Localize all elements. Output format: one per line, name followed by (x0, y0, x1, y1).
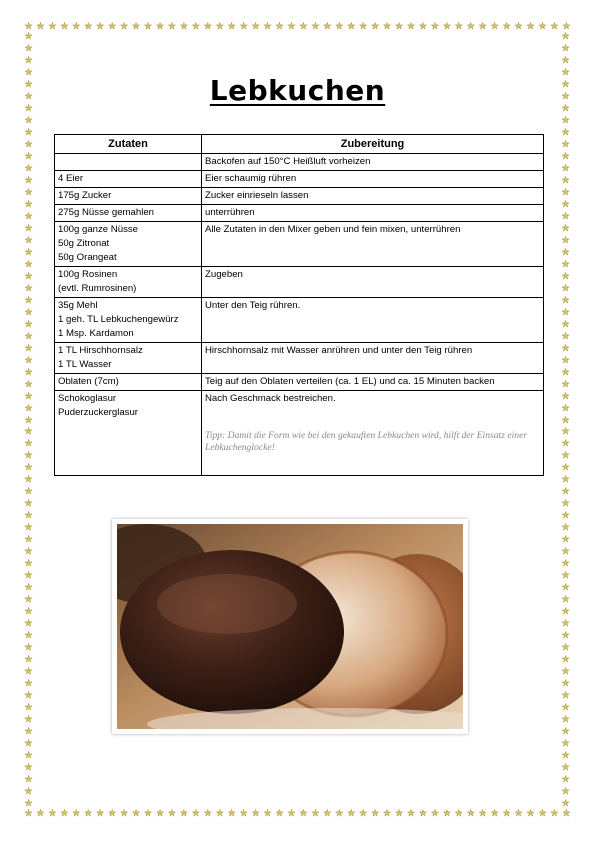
star-icon: ★ (179, 21, 188, 31)
table-row (55, 188, 544, 205)
star-icon: ★ (48, 21, 57, 31)
star-icon: ★ (24, 210, 33, 221)
column-header-ingredients: Zutaten (55, 135, 202, 154)
star-icon: ★ (347, 21, 356, 31)
star-icon: ★ (24, 582, 33, 593)
star-icon: ★ (561, 90, 570, 101)
star-icon: ★ (24, 42, 33, 53)
star-icon: ★ (466, 808, 475, 818)
star-icon: ★ (24, 450, 33, 461)
star-border-right (561, 32, 570, 808)
ingredients-cell (55, 391, 202, 476)
table-row (55, 267, 544, 298)
preparation-step: Eier schaumig rühren (205, 173, 297, 184)
star-icon: ★ (478, 808, 487, 818)
photo-frame (112, 519, 468, 734)
star-icon: ★ (24, 294, 33, 305)
star-icon: ★ (395, 808, 404, 818)
table-row (55, 343, 544, 374)
star-icon: ★ (24, 438, 33, 449)
star-icon: ★ (251, 21, 260, 31)
star-icon: ★ (561, 510, 570, 521)
ingredients-cell (55, 298, 202, 343)
ingredient-line: 1 TL Wasser (58, 359, 112, 370)
preparation-cell (202, 298, 544, 343)
star-icon: ★ (561, 270, 570, 281)
tip-note: Tipp: Damit die Form wie bei den gekauften Lebkuchen wird, hilft der Einsatz einer Lebkuchenglocke! (205, 430, 528, 453)
star-icon: ★ (167, 21, 176, 31)
preparation-step: Alle Zutaten in den Mixer geben und fein mixen, unterrühren (205, 224, 461, 235)
star-icon: ★ (562, 808, 571, 818)
star-icon: ★ (24, 138, 33, 149)
preparation-cell (202, 391, 544, 476)
star-icon: ★ (24, 726, 33, 737)
star-icon: ★ (561, 366, 570, 377)
star-icon: ★ (24, 522, 33, 533)
star-icon: ★ (561, 546, 570, 557)
star-icon: ★ (561, 42, 570, 53)
star-icon: ★ (550, 21, 559, 31)
star-icon: ★ (561, 114, 570, 125)
star-icon: ★ (561, 66, 570, 77)
star-icon: ★ (561, 558, 570, 569)
star-icon: ★ (24, 186, 33, 197)
star-icon: ★ (24, 510, 33, 521)
star-icon: ★ (538, 21, 547, 31)
star-icon: ★ (561, 774, 570, 785)
star-icon: ★ (132, 808, 141, 818)
preparation-step: Teig auf den Oblaten verteilen (ca. 1 EL) und ca. 15 Minuten backen (205, 376, 495, 387)
star-icon: ★ (24, 462, 33, 473)
star-icon: ★ (514, 808, 523, 818)
star-icon: ★ (48, 808, 57, 818)
star-icon: ★ (359, 808, 368, 818)
star-icon: ★ (132, 21, 141, 31)
ingredient-line: 175g Zucker (58, 190, 112, 201)
star-icon: ★ (561, 78, 570, 89)
star-icon: ★ (24, 126, 33, 137)
star-icon: ★ (561, 798, 570, 808)
star-icon: ★ (215, 21, 224, 31)
star-icon: ★ (561, 438, 570, 449)
star-icon: ★ (24, 642, 33, 653)
star-icon: ★ (561, 126, 570, 137)
recipe-table (54, 134, 544, 476)
table-header-row (55, 135, 544, 154)
star-icon: ★ (561, 654, 570, 665)
preparation-step: Nach Geschmack bestreichen. (205, 393, 336, 404)
star-icon: ★ (24, 702, 33, 713)
star-icon: ★ (24, 66, 33, 77)
star-icon: ★ (561, 786, 570, 797)
star-icon: ★ (24, 31, 33, 41)
star-icon: ★ (24, 390, 33, 401)
star-border-left (24, 32, 33, 808)
table-row (55, 154, 544, 171)
star-icon: ★ (120, 808, 129, 818)
star-icon: ★ (561, 342, 570, 353)
star-icon: ★ (561, 678, 570, 689)
star-icon: ★ (24, 174, 33, 185)
star-icon: ★ (24, 738, 33, 749)
star-icon: ★ (287, 808, 296, 818)
star-icon: ★ (24, 750, 33, 761)
preparation-step: Hirschhornsalz mit Wasser anrühren und unter den Teig rühren (205, 345, 473, 356)
star-icon: ★ (24, 366, 33, 377)
ingredient-line (58, 155, 198, 169)
star-icon: ★ (561, 390, 570, 401)
ingredients-cell (55, 154, 202, 171)
star-icon: ★ (323, 808, 332, 818)
star-icon: ★ (24, 21, 33, 31)
star-icon: ★ (430, 808, 439, 818)
star-icon: ★ (561, 534, 570, 545)
preparation-step: Zugeben (205, 269, 243, 280)
star-icon: ★ (561, 630, 570, 641)
star-icon: ★ (562, 21, 571, 31)
star-icon: ★ (24, 498, 33, 509)
star-icon: ★ (561, 234, 570, 245)
ingredients-cell (55, 222, 202, 267)
star-icon: ★ (24, 198, 33, 209)
ingredient-line: 4 Eier (58, 173, 84, 184)
star-icon: ★ (24, 354, 33, 365)
star-icon: ★ (526, 808, 535, 818)
star-icon: ★ (454, 808, 463, 818)
star-icon: ★ (561, 354, 570, 365)
star-icon: ★ (561, 414, 570, 425)
star-icon: ★ (24, 808, 33, 818)
star-icon: ★ (24, 486, 33, 497)
star-icon: ★ (442, 21, 451, 31)
star-icon: ★ (24, 270, 33, 281)
star-icon: ★ (24, 246, 33, 257)
star-border-bottom (24, 809, 571, 818)
star-icon: ★ (418, 21, 427, 31)
star-icon: ★ (24, 54, 33, 65)
star-icon: ★ (561, 318, 570, 329)
star-icon: ★ (24, 318, 33, 329)
ingredient-line: 1 TL Hirschhornsalz (58, 345, 143, 356)
star-icon: ★ (561, 330, 570, 341)
star-icon: ★ (561, 522, 570, 533)
ingredients-cell (55, 343, 202, 374)
star-icon: ★ (24, 618, 33, 629)
star-icon: ★ (36, 21, 45, 31)
star-icon: ★ (490, 21, 499, 31)
star-icon: ★ (24, 546, 33, 557)
star-icon: ★ (561, 594, 570, 605)
star-icon: ★ (24, 774, 33, 785)
star-icon: ★ (72, 21, 81, 31)
star-icon: ★ (24, 378, 33, 389)
ingredients-cell (55, 171, 202, 188)
star-icon: ★ (24, 150, 33, 161)
star-icon: ★ (466, 21, 475, 31)
star-icon: ★ (167, 808, 176, 818)
star-icon: ★ (561, 606, 570, 617)
star-icon: ★ (561, 31, 570, 41)
page-title: Lebkuchen (209, 74, 386, 107)
star-icon: ★ (143, 808, 153, 818)
star-icon: ★ (263, 808, 272, 818)
star-icon: ★ (323, 21, 332, 31)
preparation-step: Backofen auf 150°C Heißluft vorheizen (205, 156, 371, 167)
star-icon: ★ (155, 808, 165, 818)
star-icon: ★ (561, 462, 570, 473)
star-icon: ★ (24, 258, 33, 269)
star-icon: ★ (24, 606, 33, 617)
star-icon: ★ (561, 138, 570, 149)
star-icon: ★ (263, 21, 272, 31)
table-row (55, 298, 544, 343)
star-icon: ★ (406, 808, 416, 818)
star-icon: ★ (561, 642, 570, 653)
star-icon: ★ (561, 174, 570, 185)
star-icon: ★ (526, 21, 535, 31)
star-icon: ★ (347, 808, 356, 818)
star-icon: ★ (561, 762, 570, 773)
star-icon: ★ (359, 21, 368, 31)
preparation-step: unterrühren (205, 207, 255, 218)
star-icon: ★ (561, 282, 570, 293)
star-icon: ★ (72, 808, 81, 818)
star-icon: ★ (96, 21, 105, 31)
star-icon: ★ (311, 21, 320, 31)
star-icon: ★ (561, 618, 570, 629)
star-icon: ★ (395, 21, 404, 31)
star-icon: ★ (478, 21, 487, 31)
ingredient-line: 275g Nüsse gemahlen (58, 207, 155, 218)
star-icon: ★ (561, 426, 570, 437)
star-icon: ★ (561, 582, 570, 593)
star-icon: ★ (24, 414, 33, 425)
star-icon: ★ (561, 450, 570, 461)
star-icon: ★ (24, 90, 33, 101)
table-row (55, 171, 544, 188)
star-icon: ★ (371, 808, 380, 818)
star-icon: ★ (203, 21, 212, 31)
table-row (55, 205, 544, 222)
star-icon: ★ (60, 21, 69, 31)
star-icon: ★ (287, 21, 296, 31)
star-icon: ★ (143, 21, 153, 31)
star-icon: ★ (502, 21, 511, 31)
ingredient-line: 100g ganze Nüsse (58, 224, 139, 235)
table-row (55, 222, 544, 267)
star-icon: ★ (24, 114, 33, 125)
star-icon: ★ (24, 306, 33, 317)
star-icon: ★ (561, 198, 570, 209)
preparation-cell (202, 374, 544, 391)
star-icon: ★ (406, 21, 416, 31)
star-icon: ★ (84, 21, 93, 31)
star-icon: ★ (24, 474, 33, 485)
star-icon: ★ (24, 234, 33, 245)
star-icon: ★ (561, 246, 570, 257)
star-icon: ★ (239, 21, 248, 31)
star-icon: ★ (84, 808, 93, 818)
ingredient-line: 1 geh. TL Lebkuchengewürz (58, 314, 179, 325)
star-icon: ★ (561, 726, 570, 737)
preparation-cell (202, 171, 544, 188)
star-icon: ★ (502, 808, 511, 818)
star-icon: ★ (24, 786, 33, 797)
star-icon: ★ (561, 150, 570, 161)
star-icon: ★ (454, 21, 463, 31)
star-icon: ★ (383, 21, 392, 31)
star-icon: ★ (96, 808, 105, 818)
star-icon: ★ (561, 570, 570, 581)
star-icon: ★ (108, 21, 117, 31)
star-icon: ★ (311, 808, 320, 818)
star-icon: ★ (203, 808, 212, 818)
star-icon: ★ (24, 342, 33, 353)
star-icon: ★ (514, 21, 523, 31)
star-icon: ★ (227, 21, 236, 31)
preparation-cell (202, 188, 544, 205)
ingredients-cell (55, 205, 202, 222)
ingredient-line: 100g Rosinen (58, 269, 118, 280)
star-icon: ★ (561, 738, 570, 749)
star-icon: ★ (24, 570, 33, 581)
star-icon: ★ (561, 258, 570, 269)
star-icon: ★ (299, 21, 308, 31)
star-icon: ★ (538, 808, 547, 818)
table-row (55, 374, 544, 391)
ingredient-line: 1 Msp. Kardamon (58, 328, 134, 339)
star-icon: ★ (24, 594, 33, 605)
ingredient-line: (evtl. Rumrosinen) (58, 283, 137, 294)
star-icon: ★ (24, 690, 33, 701)
star-icon: ★ (275, 808, 284, 818)
ingredient-line: Puderzuckerglasur (58, 407, 138, 418)
star-icon: ★ (418, 808, 427, 818)
star-icon: ★ (561, 486, 570, 497)
star-icon: ★ (108, 808, 117, 818)
star-icon: ★ (120, 21, 129, 31)
star-icon: ★ (24, 714, 33, 725)
star-icon: ★ (24, 426, 33, 437)
ingredient-line: 35g Mehl (58, 300, 98, 311)
star-icon: ★ (561, 474, 570, 485)
star-icon: ★ (561, 210, 570, 221)
star-icon: ★ (299, 808, 308, 818)
star-icon: ★ (561, 306, 570, 317)
lebkuchen-photo (117, 524, 463, 729)
ingredients-cell (55, 267, 202, 298)
star-icon: ★ (561, 702, 570, 713)
star-icon: ★ (24, 762, 33, 773)
star-icon: ★ (561, 690, 570, 701)
ingredient-line: 50g Orangeat (58, 252, 117, 263)
ingredients-cell (55, 188, 202, 205)
ingredient-line: Schokoglasur (58, 393, 117, 404)
star-icon: ★ (561, 162, 570, 173)
preparation-cell (202, 343, 544, 374)
star-icon: ★ (561, 102, 570, 113)
ingredient-line: 50g Zitronat (58, 238, 110, 249)
star-icon: ★ (24, 330, 33, 341)
star-icon: ★ (24, 654, 33, 665)
star-icon: ★ (561, 750, 570, 761)
star-icon: ★ (442, 808, 451, 818)
star-icon: ★ (430, 21, 439, 31)
preparation-cell (202, 154, 544, 171)
star-icon: ★ (215, 808, 224, 818)
star-icon: ★ (383, 808, 392, 818)
star-icon: ★ (561, 186, 570, 197)
star-icon: ★ (24, 102, 33, 113)
ingredients-cell (55, 374, 202, 391)
star-icon: ★ (191, 21, 200, 31)
star-icon: ★ (490, 808, 499, 818)
star-icon: ★ (179, 808, 188, 818)
preparation-step: Unter den Teig rühren. (205, 300, 301, 311)
star-icon: ★ (24, 798, 33, 808)
star-icon: ★ (275, 21, 284, 31)
table-row (55, 391, 544, 476)
preparation-cell (202, 222, 544, 267)
star-icon: ★ (561, 714, 570, 725)
star-icon: ★ (227, 808, 236, 818)
star-icon: ★ (24, 558, 33, 569)
preparation-step: Zucker einrieseln lassen (205, 190, 309, 201)
star-icon: ★ (36, 808, 45, 818)
star-icon: ★ (60, 808, 69, 818)
column-header-preparation: Zubereitung (202, 135, 544, 154)
star-icon: ★ (24, 402, 33, 413)
star-icon: ★ (561, 498, 570, 509)
star-icon: ★ (561, 666, 570, 677)
star-icon: ★ (24, 222, 33, 233)
preparation-cell (202, 205, 544, 222)
star-icon: ★ (251, 808, 260, 818)
star-icon: ★ (561, 54, 570, 65)
star-icon: ★ (24, 666, 33, 677)
star-icon: ★ (24, 630, 33, 641)
star-icon: ★ (550, 808, 559, 818)
star-icon: ★ (561, 222, 570, 233)
star-icon: ★ (561, 378, 570, 389)
star-icon: ★ (335, 808, 344, 818)
star-border-top (24, 22, 571, 31)
preparation-cell (202, 267, 544, 298)
star-icon: ★ (239, 808, 248, 818)
star-icon: ★ (24, 162, 33, 173)
ingredient-line: Oblaten (7cm) (58, 376, 119, 387)
star-icon: ★ (24, 678, 33, 689)
star-icon: ★ (561, 294, 570, 305)
star-icon: ★ (371, 21, 380, 31)
star-icon: ★ (24, 78, 33, 89)
star-icon: ★ (155, 21, 165, 31)
star-icon: ★ (561, 402, 570, 413)
star-icon: ★ (191, 808, 200, 818)
star-icon: ★ (24, 282, 33, 293)
star-icon: ★ (335, 21, 344, 31)
recipe-table-body (55, 154, 544, 476)
star-icon: ★ (24, 534, 33, 545)
